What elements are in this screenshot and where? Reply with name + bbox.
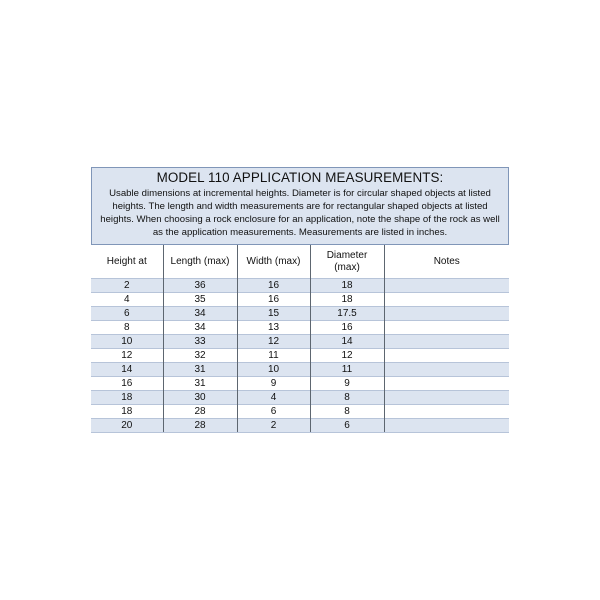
header-height: Height at: [91, 245, 163, 279]
cell-height: 10: [91, 335, 163, 349]
cell-diameter: 9: [310, 377, 384, 391]
cell-length: 32: [163, 349, 237, 363]
cell-length: 36: [163, 279, 237, 293]
cell-height: 14: [91, 363, 163, 377]
cell-length: 31: [163, 377, 237, 391]
measurements-document: [91, 167, 509, 433]
cell-height: 2: [91, 279, 163, 293]
table-row: [91, 391, 509, 405]
table-row: [91, 279, 509, 293]
cell-width: 9: [237, 377, 310, 391]
cell-height: 18: [91, 405, 163, 419]
document-description: Usable dimensions at incremental heights. Diameter is for circular shaped objects at listed heights. The length and width measurements are for rectangular shaped objects at listed heights. When choosing a rock enclosure for an application, note the shape of the rock as well as the application measurements. Measurements are listed in inches.: [100, 188, 500, 238]
cell-diameter: 11: [310, 363, 384, 377]
header-box: [91, 167, 509, 244]
cell-length: 30: [163, 391, 237, 405]
cell-diameter: 12: [310, 349, 384, 363]
cell-width: 12: [237, 335, 310, 349]
cell-notes: [384, 293, 509, 307]
cell-length: 33: [163, 335, 237, 349]
cell-length: 34: [163, 321, 237, 335]
header-length: Length (max): [163, 245, 237, 279]
cell-width: 15: [237, 307, 310, 321]
cell-height: 8: [91, 321, 163, 335]
cell-height: 16: [91, 377, 163, 391]
table-header-row: [91, 245, 509, 279]
table-row: [91, 321, 509, 335]
cell-diameter: 6: [310, 419, 384, 433]
table-row: [91, 363, 509, 377]
cell-diameter: 16: [310, 321, 384, 335]
cell-diameter: 8: [310, 391, 384, 405]
table-row: [91, 377, 509, 391]
cell-height: 6: [91, 307, 163, 321]
cell-notes: [384, 349, 509, 363]
header-diameter-label: Diameter (max): [326, 249, 368, 273]
document-title: MODEL 110 APPLICATION MEASUREMENTS:: [156, 170, 444, 185]
cell-notes: [384, 363, 509, 377]
header-width: Width (max): [237, 245, 310, 279]
header-notes: Notes: [384, 245, 509, 279]
header-diameter: [310, 245, 384, 279]
cell-notes: [384, 321, 509, 335]
cell-length: 31: [163, 363, 237, 377]
cell-width: 10: [237, 363, 310, 377]
cell-width: 16: [237, 279, 310, 293]
cell-width: 11: [237, 349, 310, 363]
cell-notes: [384, 391, 509, 405]
cell-width: 4: [237, 391, 310, 405]
cell-notes: [384, 279, 509, 293]
cell-length: 34: [163, 307, 237, 321]
cell-diameter: 17.5: [310, 307, 384, 321]
cell-diameter: 8: [310, 405, 384, 419]
cell-notes: [384, 335, 509, 349]
cell-notes: [384, 405, 509, 419]
table-row: [91, 419, 509, 433]
cell-width: 13: [237, 321, 310, 335]
cell-notes: [384, 307, 509, 321]
table-row: [91, 405, 509, 419]
table-row: [91, 349, 509, 363]
cell-notes: [384, 419, 509, 433]
cell-diameter: 18: [310, 279, 384, 293]
measurements-table: [91, 244, 509, 433]
cell-width: 16: [237, 293, 310, 307]
table-row: [91, 293, 509, 307]
cell-width: 2: [237, 419, 310, 433]
cell-height: 12: [91, 349, 163, 363]
table-row: [91, 307, 509, 321]
cell-height: 18: [91, 391, 163, 405]
cell-diameter: 14: [310, 335, 384, 349]
cell-notes: [384, 377, 509, 391]
cell-length: 28: [163, 419, 237, 433]
table-body: [91, 279, 509, 433]
cell-height: 4: [91, 293, 163, 307]
cell-width: 6: [237, 405, 310, 419]
cell-length: 35: [163, 293, 237, 307]
table-row: [91, 335, 509, 349]
cell-length: 28: [163, 405, 237, 419]
cell-diameter: 18: [310, 293, 384, 307]
cell-height: 20: [91, 419, 163, 433]
